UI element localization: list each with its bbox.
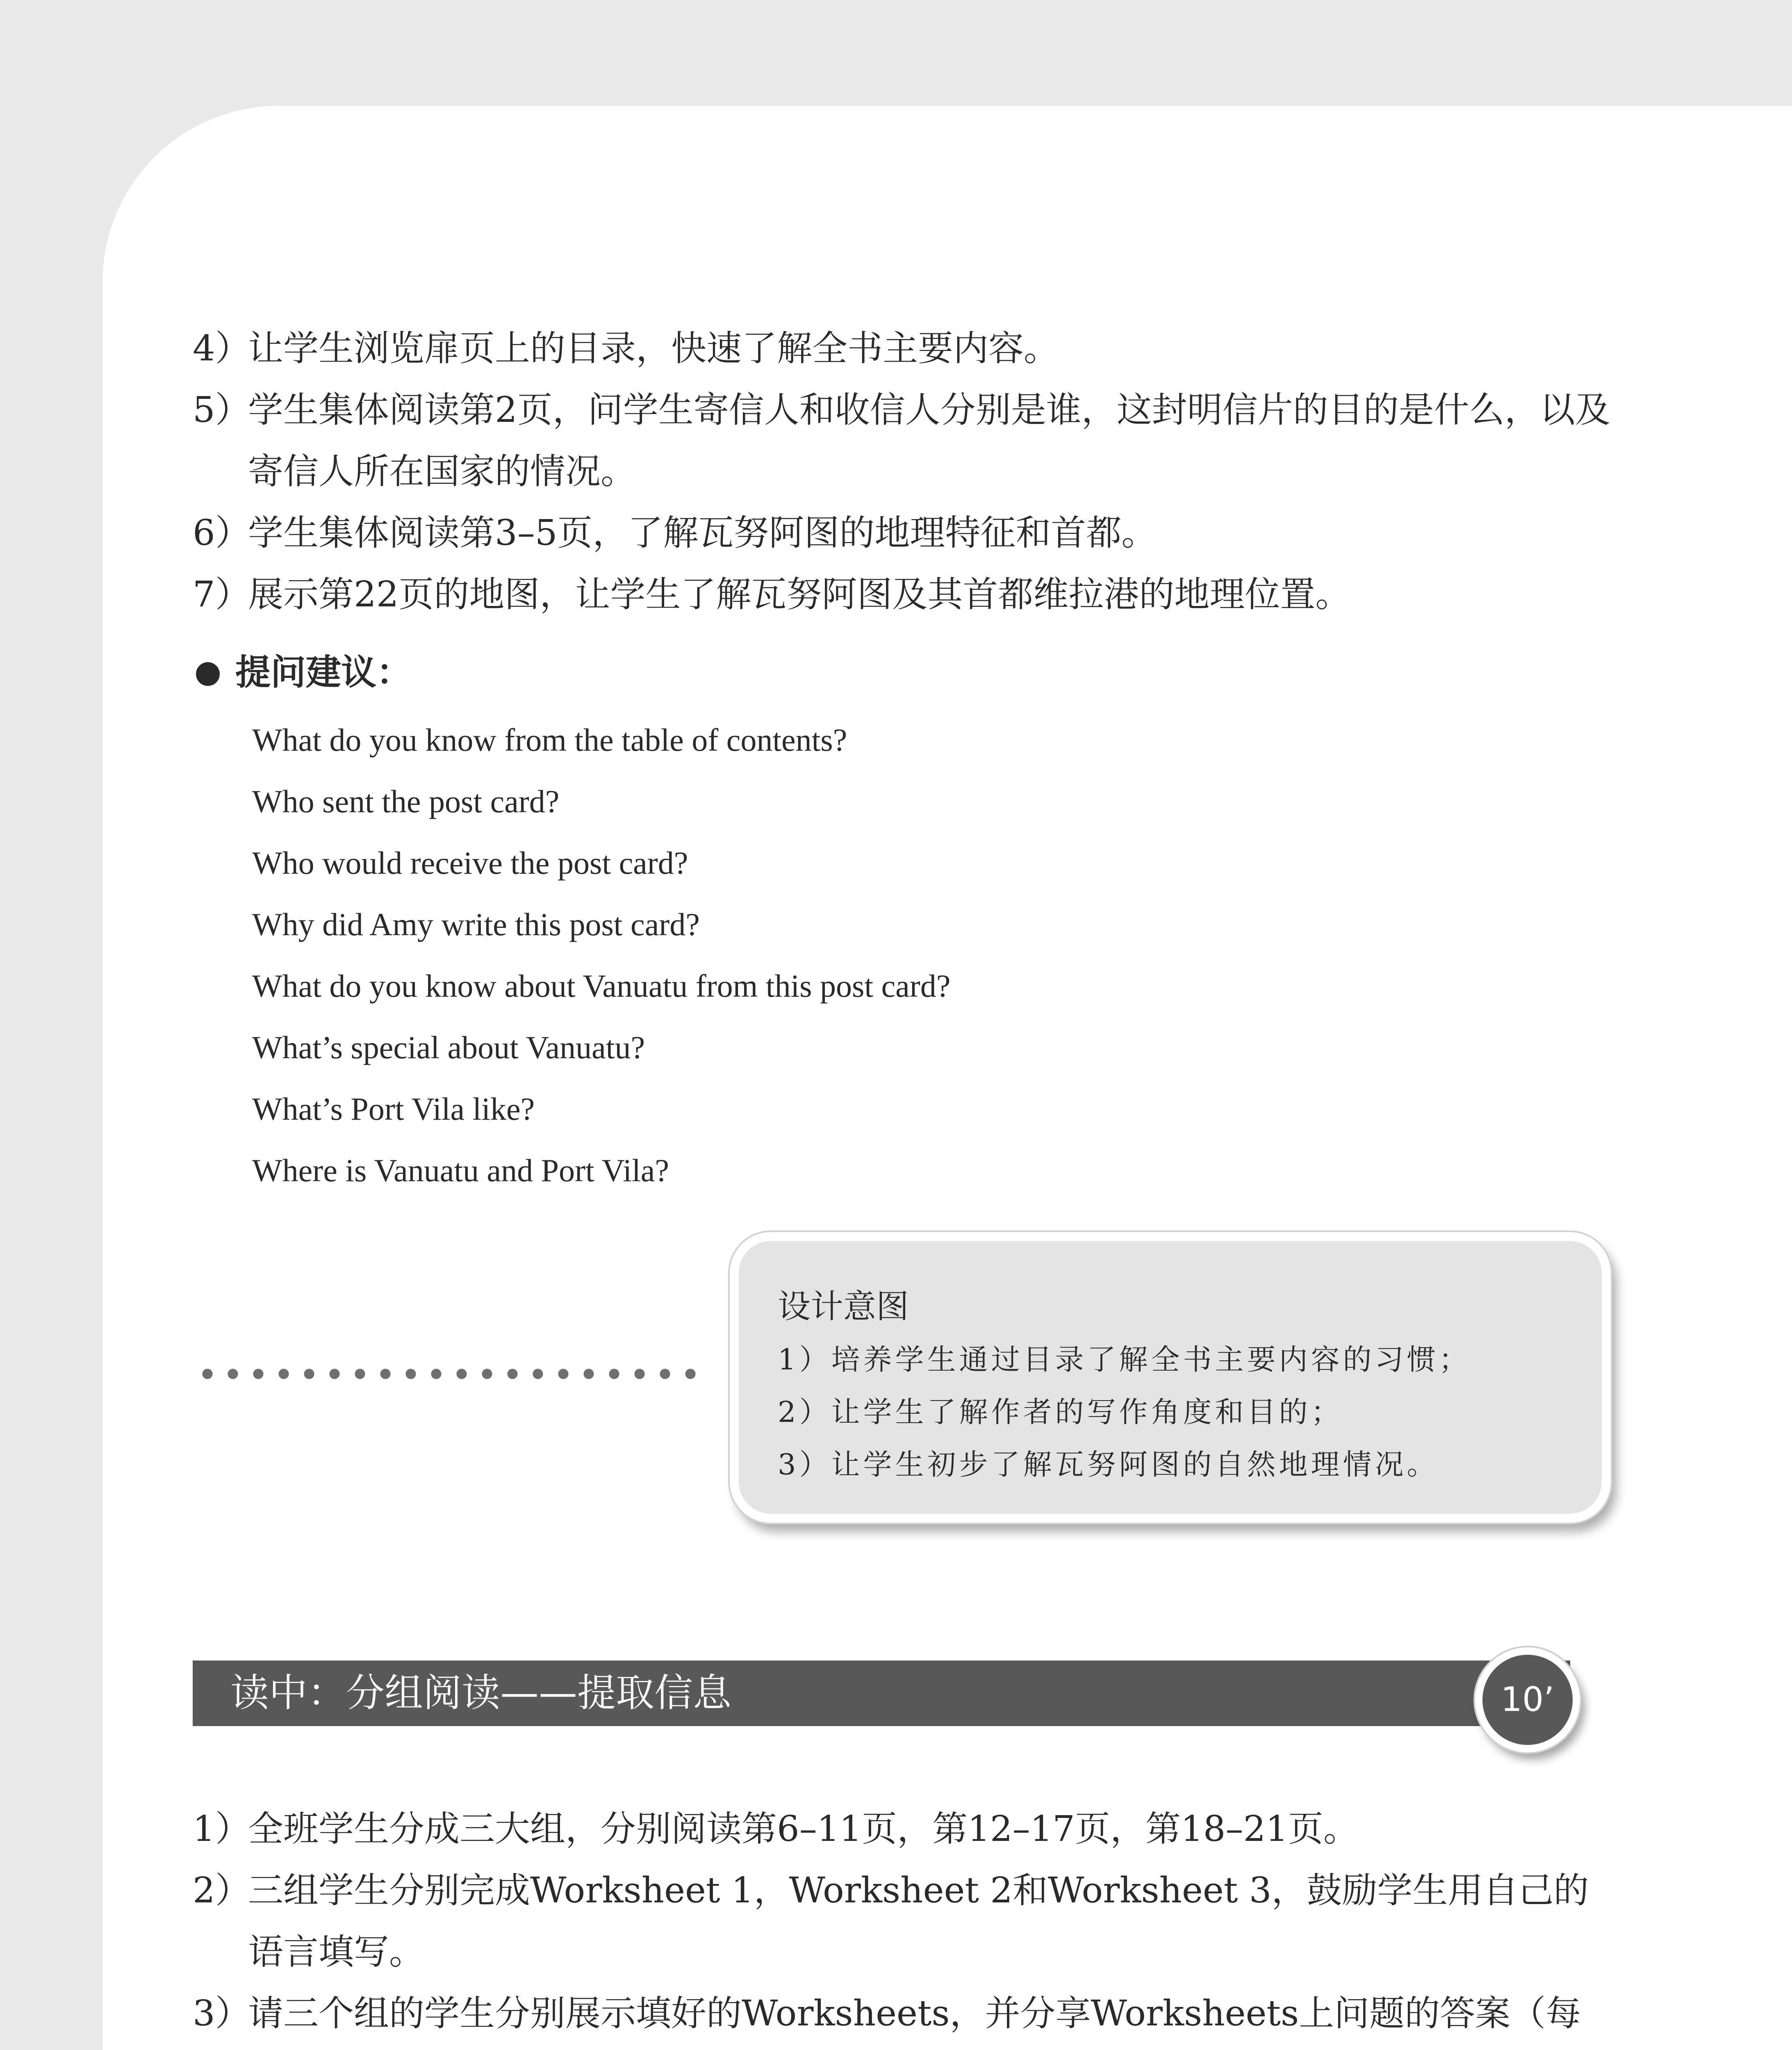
steps-bottom-list (193, 1798, 1611, 2050)
question-item: Where is Vanuatu and Port Vila? (252, 1153, 669, 1188)
design-intent-box (730, 1232, 1611, 1523)
steps-top-list (193, 318, 1611, 625)
step-item (193, 379, 1611, 502)
step-number: 5） (193, 390, 250, 430)
question-item: What do you know about Vanuatu from this post card? (252, 968, 951, 1004)
question-item: What’s special about Vanuatu? (252, 1030, 645, 1065)
step-text: 学生集体阅读第3–5页，了解瓦努阿图的地理特征和首都。 (248, 512, 1157, 554)
step-text: 让学生浏览扉页上的目录，快速了解全书主要内容。 (248, 328, 1059, 369)
bullet-dot-icon (196, 662, 220, 686)
step-number: 2） (193, 1870, 250, 1911)
question-item: What do you know from the table of contents? (252, 722, 847, 758)
questions-heading-text: 提问建议： (235, 652, 412, 693)
design-intent-title: 设计意图 (778, 1287, 909, 1326)
step-text: 请三个组的学生分别展示填好的Worksheets，并分享Worksheets上问题的答案（每 (248, 1993, 1581, 2034)
step-number: 7） (193, 574, 250, 615)
step-number: 6） (193, 512, 250, 554)
design-intent-list (778, 1333, 1471, 1491)
question-item: Who would receive the post card? (252, 845, 688, 881)
step-text: 三组学生分别完成Worksheet 1，Worksheet 2和Worksheet 3，鼓励学生用自己的语言填写。 (248, 1870, 1589, 1973)
step-item (193, 1798, 1611, 1860)
step-item (193, 1983, 1611, 2050)
design-intent-item: 1）培养学生通过目录了解全书主要内容的习惯； (778, 1343, 1471, 1376)
step-number: 1） (193, 1809, 250, 1850)
step-text: 学生集体阅读第2页，问学生寄信人和收信人分别是谁，这封明信片的目的是什么，以及寄信人所在国家的情况。 (248, 390, 1610, 492)
step-number: 3） (193, 1993, 250, 2034)
step-number: 4） (193, 328, 250, 369)
section-header-bar (193, 1660, 1570, 1726)
step-item (193, 502, 1611, 564)
design-intent-item: 2）让学生了解作者的写作角度和目的； (778, 1395, 1343, 1429)
questions-heading (196, 648, 412, 697)
question-item: Who sent the post card? (252, 784, 560, 819)
step-item (193, 1860, 1611, 1983)
step-text: 全班学生分成三大组，分别阅读第6–11页，第12–17页，第18–21页。 (248, 1809, 1359, 1850)
question-item: What’s Port Vila like? (252, 1091, 535, 1127)
question-item: Why did Amy write this post card? (252, 907, 700, 942)
step-item (193, 318, 1611, 379)
step-item (193, 564, 1611, 625)
design-intent-item: 3）让学生初步了解瓦努阿图的自然地理情况。 (778, 1448, 1439, 1481)
time-badge: 10’ (1475, 1647, 1580, 1752)
dotted-leader (195, 1368, 703, 1380)
questions-list (252, 709, 950, 1201)
step-text: 展示第22页的地图，让学生了解瓦努阿图及其首都维拉港的地理位置。 (248, 574, 1351, 615)
section-title: 读中：分组阅读——提取信息 (230, 1671, 732, 1715)
